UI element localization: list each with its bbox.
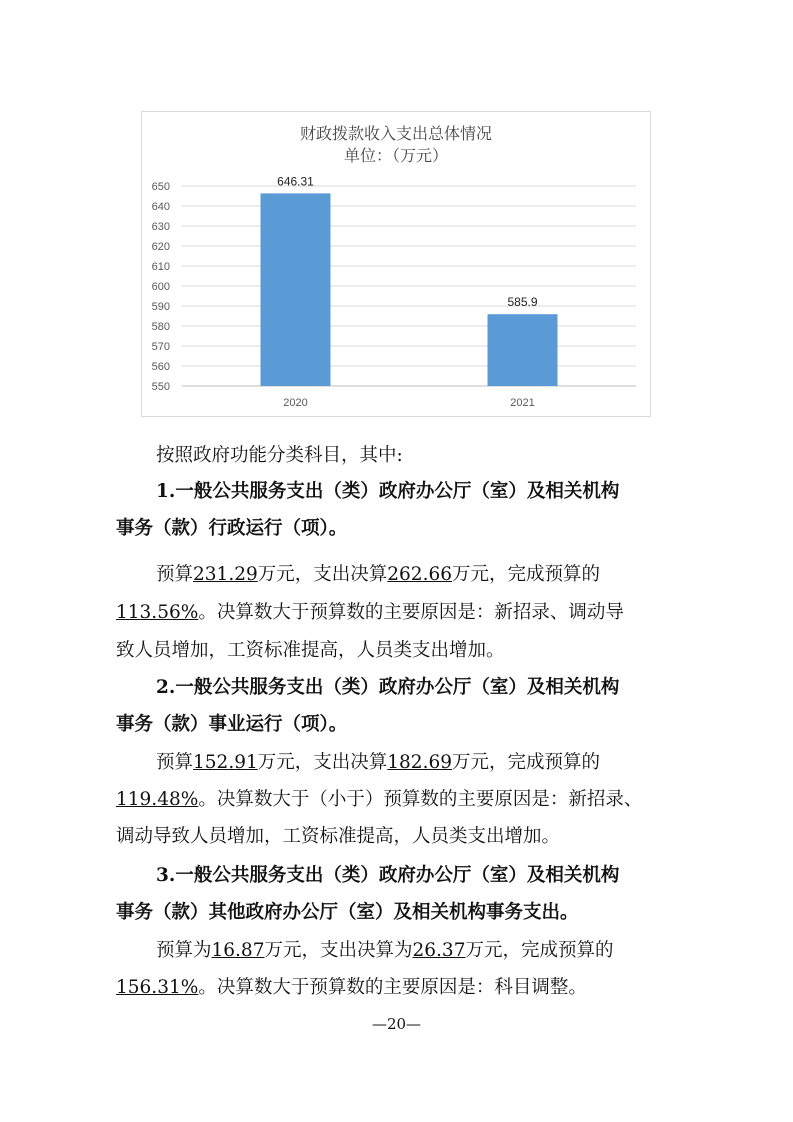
- y-tick-label: 550: [151, 381, 170, 393]
- item3-budget: 16.87: [211, 940, 265, 961]
- data-label: 585.9: [507, 295, 538, 310]
- y-tick-label: 630: [151, 221, 170, 233]
- item3-para-line1: 预算为16.87万元，支出决算为26.37万元，完成预算的: [156, 940, 614, 961]
- y-tick-label: 580: [151, 321, 170, 333]
- y-tick-label: 610: [151, 261, 170, 273]
- item2-rate: 119.48%: [116, 789, 199, 810]
- item1-heading-line1: 1.一般公共服务支出（类）政府办公厅（室）及相关机构: [156, 481, 620, 502]
- chart-title: 财政拨款收入支出总体情况: [299, 124, 492, 143]
- item2-heading-line2: 事务（款）事业运行（项）。: [116, 714, 348, 735]
- item2-para-line1: 预算152.91万元，支出决算182.69万元，完成预算的: [156, 752, 601, 773]
- item2-para-line3: 调动导致人员增加，工资标准提高，人员类支出增加。: [116, 826, 561, 847]
- item3-heading-line1: 3.一般公共服务支出（类）政府办公厅（室）及相关机构: [156, 865, 620, 886]
- bar: [488, 314, 558, 386]
- item2-para-line2: 119.48%。决算数大于（小于）预算数的主要原因是：新招录、: [116, 789, 643, 810]
- item3-heading-line2: 事务（款）其他政府办公厅（室）及相关机构事务支出。: [116, 902, 579, 923]
- chart-subtitle: 单位：（万元）: [343, 146, 448, 165]
- y-tick-label: 620: [151, 241, 170, 253]
- item2-budget: 152.91: [193, 752, 258, 773]
- bar-chart: [142, 112, 650, 416]
- y-tick-label: 650: [151, 181, 170, 193]
- item1-para-line1: 预算231.29万元，支出决算262.66万元，完成预算的: [156, 564, 601, 585]
- item1-heading-line2: 事务（款）行政运行（项）。: [116, 518, 348, 539]
- item2-actual: 182.69: [387, 752, 452, 773]
- item1-actual: 262.66: [387, 564, 452, 585]
- x-tick-label: 2021: [510, 397, 535, 409]
- intro-text: 按照政府功能分类科目，其中:: [156, 445, 403, 466]
- item1-para-line2: 113.56%。决算数大于预算数的主要原因是：新招录、调动导: [116, 602, 624, 623]
- data-label: 646.31: [277, 174, 314, 189]
- page-number: —20—: [371, 1015, 422, 1033]
- item3-para-line2: 156.31%。决算数大于预算数的主要原因是：科目调整。: [116, 977, 587, 998]
- chart-container: [141, 111, 651, 417]
- x-tick-label: 2020: [283, 397, 308, 409]
- item3-rate: 156.31%: [116, 977, 199, 998]
- item2-heading-line1: 2.一般公共服务支出（类）政府办公厅（室）及相关机构: [156, 677, 620, 698]
- y-tick-label: 590: [151, 301, 170, 313]
- item1-rate: 113.56%: [116, 602, 199, 623]
- bar: [261, 193, 331, 386]
- y-tick-label: 560: [151, 361, 170, 373]
- y-tick-label: 570: [151, 341, 170, 353]
- item3-actual: 26.37: [412, 940, 466, 961]
- y-tick-label: 640: [151, 201, 170, 213]
- item1-budget: 231.29: [193, 564, 258, 585]
- item1-para-line3: 致人员增加，工资标准提高，人员类支出增加。: [116, 640, 505, 661]
- y-tick-label: 600: [151, 281, 170, 293]
